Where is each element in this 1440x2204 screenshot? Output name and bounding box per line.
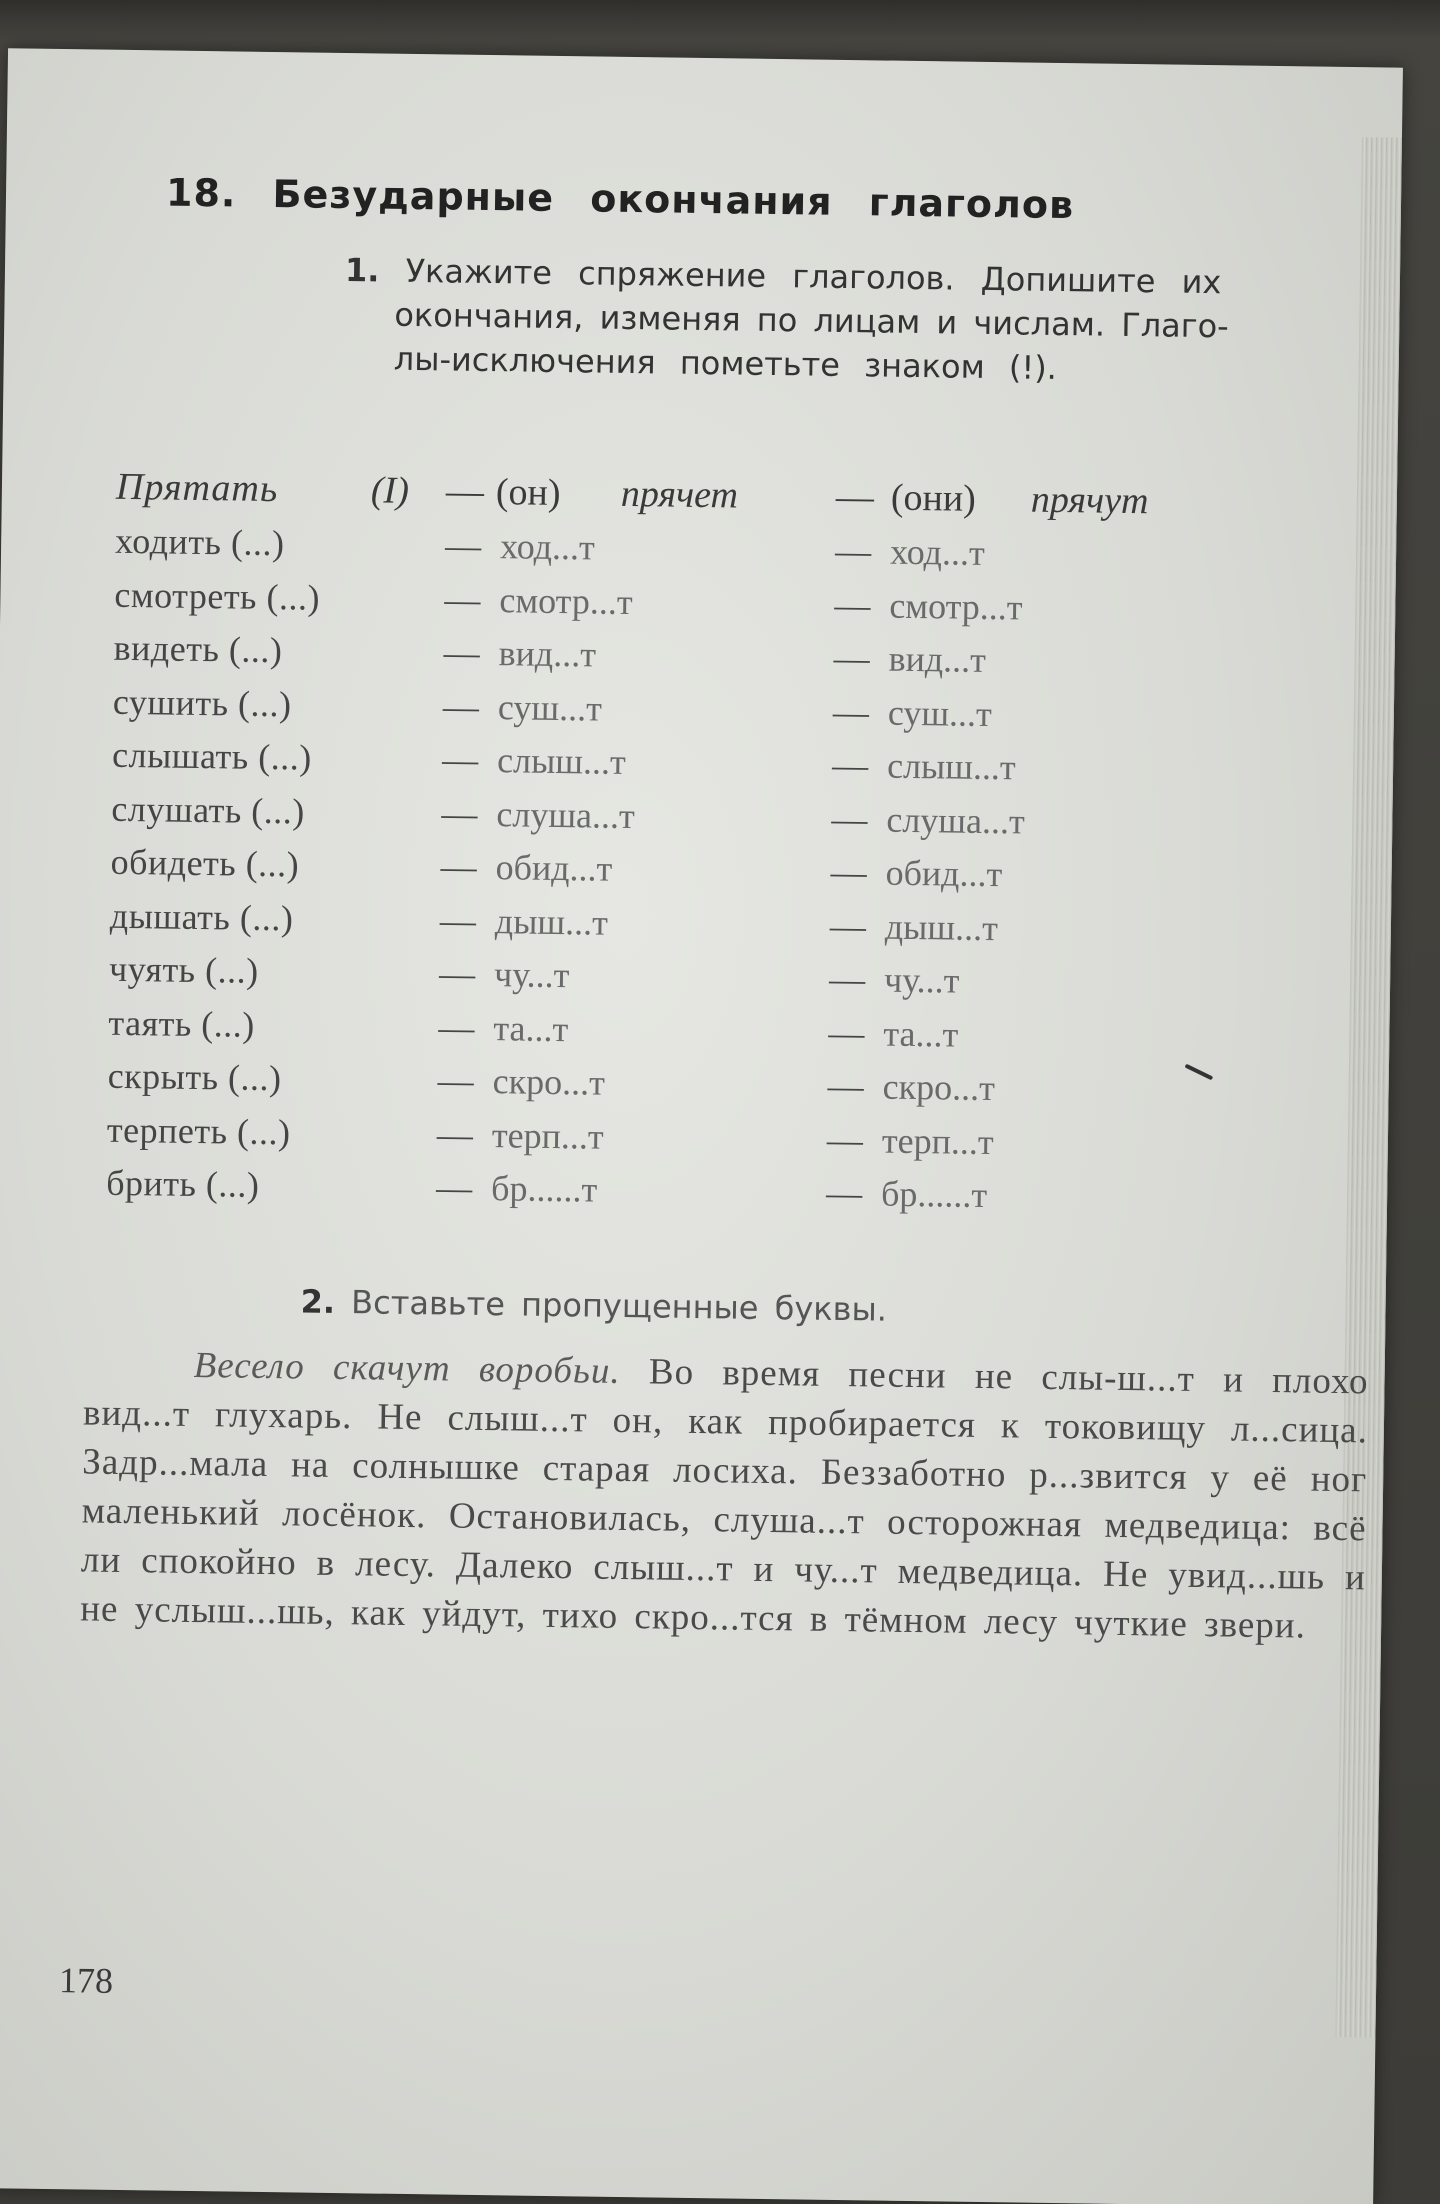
example-form-plural: прячут	[1030, 478, 1149, 523]
verb-list	[106, 520, 1416, 1234]
verb-infinitive: смотреть (...)	[114, 574, 321, 618]
page-content	[58, 150, 1407, 2168]
verb-infinitive: слышать (...)	[111, 734, 313, 778]
verb-form-plural: ход...т	[889, 531, 986, 573]
task1-line1-text: Укажите спряжение глаголов. Допишите их	[405, 251, 1222, 302]
textbook-page	[0, 48, 1403, 2204]
verb-dash: —	[437, 1060, 474, 1101]
verb-dash: —	[444, 578, 481, 620]
verb-infinitive: обидеть (...)	[110, 841, 300, 885]
verb-form-plural: смотр...т	[889, 585, 1023, 627]
verb-form-singular: суш...т	[497, 686, 603, 729]
verb-form-singular: та...т	[493, 1007, 569, 1049]
task2-heading	[300, 1282, 887, 1328]
verb-dash: —	[443, 632, 480, 673]
task2-paragraph	[80, 1339, 1369, 1651]
verb-infinitive: сушить (...)	[112, 681, 292, 724]
verb-form-plural: обид...т	[885, 852, 1003, 895]
verb-form-plural: слыш...т	[886, 745, 1016, 788]
verb-form-plural: дыш...т	[884, 906, 999, 948]
verb-dash: —	[435, 1167, 473, 1208]
verb-infinitive: скрыть (...)	[107, 1055, 282, 1099]
verb-dash: —	[830, 851, 867, 893]
task2-text: Во время песни не слы-ш...т и плохо вид...т глухарь. Не слыш...т он, как пробирается к токовищу л...сица. Задр...мала на солнышке старая лосиха. Беззаботно р...звится у её ног маленький лосёнок. Остановилась, слуша...т осторожная медведица: всё ли спокойно в лесу. Далеко слыш...т и чу...т медведица. Не увид...шь и не услыш...шь, как уйдут, тихо скро...тся в тёмном лесу чуткие звери.	[79, 1351, 1369, 1647]
verb-dash: —	[825, 1172, 863, 1214]
verb-form-plural: терп...т	[881, 1120, 994, 1162]
verb-form-singular: вид...т	[498, 633, 597, 675]
verb-dash: —	[826, 1119, 864, 1160]
task2-intro: Весело скачут воробьи.	[193, 1344, 621, 1392]
verb-dash: —	[828, 1012, 865, 1053]
verb-dash: —	[833, 637, 870, 679]
verb-dash: —	[442, 685, 480, 727]
task1-line3: лы-исключения пометьте знаком (!).	[393, 339, 1058, 387]
example-pronoun-plural: (они)	[890, 476, 977, 520]
verb-infinitive: брить (...)	[105, 1162, 260, 1205]
verb-dash: —	[441, 739, 479, 780]
task2-number: 2.	[300, 1282, 336, 1321]
verb-dash: —	[829, 905, 867, 946]
example-dash: —	[445, 470, 485, 513]
verb-infinitive: ходить (...)	[114, 520, 285, 564]
verb-dash: —	[827, 1065, 864, 1107]
verb-form-singular: бр......т	[490, 1168, 598, 1210]
verb-form-singular: дыш...т	[494, 900, 609, 943]
verb-dash: —	[834, 530, 872, 572]
verb-dash: —	[440, 846, 477, 887]
verb-form-singular: слуша...т	[496, 793, 636, 836]
example-conjugation: (I)	[370, 469, 410, 512]
example-pronoun-singular: (он)	[495, 471, 561, 515]
verb-dash: —	[831, 744, 869, 786]
verb-dash: —	[441, 792, 478, 834]
verb-infinitive: чуять (...)	[108, 948, 259, 991]
verb-form-plural: бр......т	[880, 1173, 988, 1216]
verb-form-plural: чу...т	[883, 959, 960, 1001]
verb-dash: —	[828, 958, 866, 1000]
example-dash: —	[835, 475, 875, 519]
task1-instructions	[135, 245, 1405, 387]
verb-form-plural: слуша...т	[886, 799, 1026, 842]
task2-heading-text: Вставьте пропущенные буквы.	[350, 1283, 888, 1329]
verb-infinitive: дышать (...)	[109, 895, 294, 938]
section-title: 18. Безударные окончания глаголов	[165, 170, 1075, 228]
verb-form-plural: вид...т	[888, 638, 987, 680]
task1-number: 1.	[344, 250, 380, 290]
example-form-singular: прячет	[620, 472, 739, 517]
page-number: 178	[58, 1960, 114, 2001]
verb-form-singular: ход...т	[499, 526, 596, 568]
task1-line2: окончания, изменяя по лицам и числам. Глаго-	[394, 295, 1229, 346]
verb-form-singular: терп...т	[491, 1114, 604, 1157]
verb-dash: —	[438, 953, 476, 994]
verb-infinitive: видеть (...)	[113, 627, 283, 671]
verb-dash: —	[439, 899, 477, 941]
verb-infinitive: терпеть (...)	[106, 1109, 291, 1152]
verb-dash: —	[444, 525, 482, 566]
verb-form-singular: скро...т	[492, 1061, 606, 1103]
verb-form-singular: обид...т	[495, 847, 613, 889]
verb-dash: —	[831, 798, 868, 839]
example-verb: Прятать	[115, 465, 279, 511]
verb-form-plural: скро...т	[882, 1066, 996, 1109]
verb-form-singular: смотр...т	[499, 579, 633, 622]
verb-form-plural: та...т	[883, 1013, 959, 1055]
verb-dash: —	[832, 691, 870, 732]
verb-infinitive: таять (...)	[108, 1002, 256, 1045]
verb-dash: —	[436, 1113, 474, 1155]
verb-infinitive: слушать (...)	[111, 788, 306, 831]
verb-form-singular: слыш...т	[496, 740, 627, 782]
verb-dash: —	[834, 584, 871, 625]
verb-dash: —	[438, 1006, 475, 1048]
verb-form-singular: чу...т	[493, 954, 570, 996]
verb-form-plural: суш...т	[887, 692, 993, 734]
